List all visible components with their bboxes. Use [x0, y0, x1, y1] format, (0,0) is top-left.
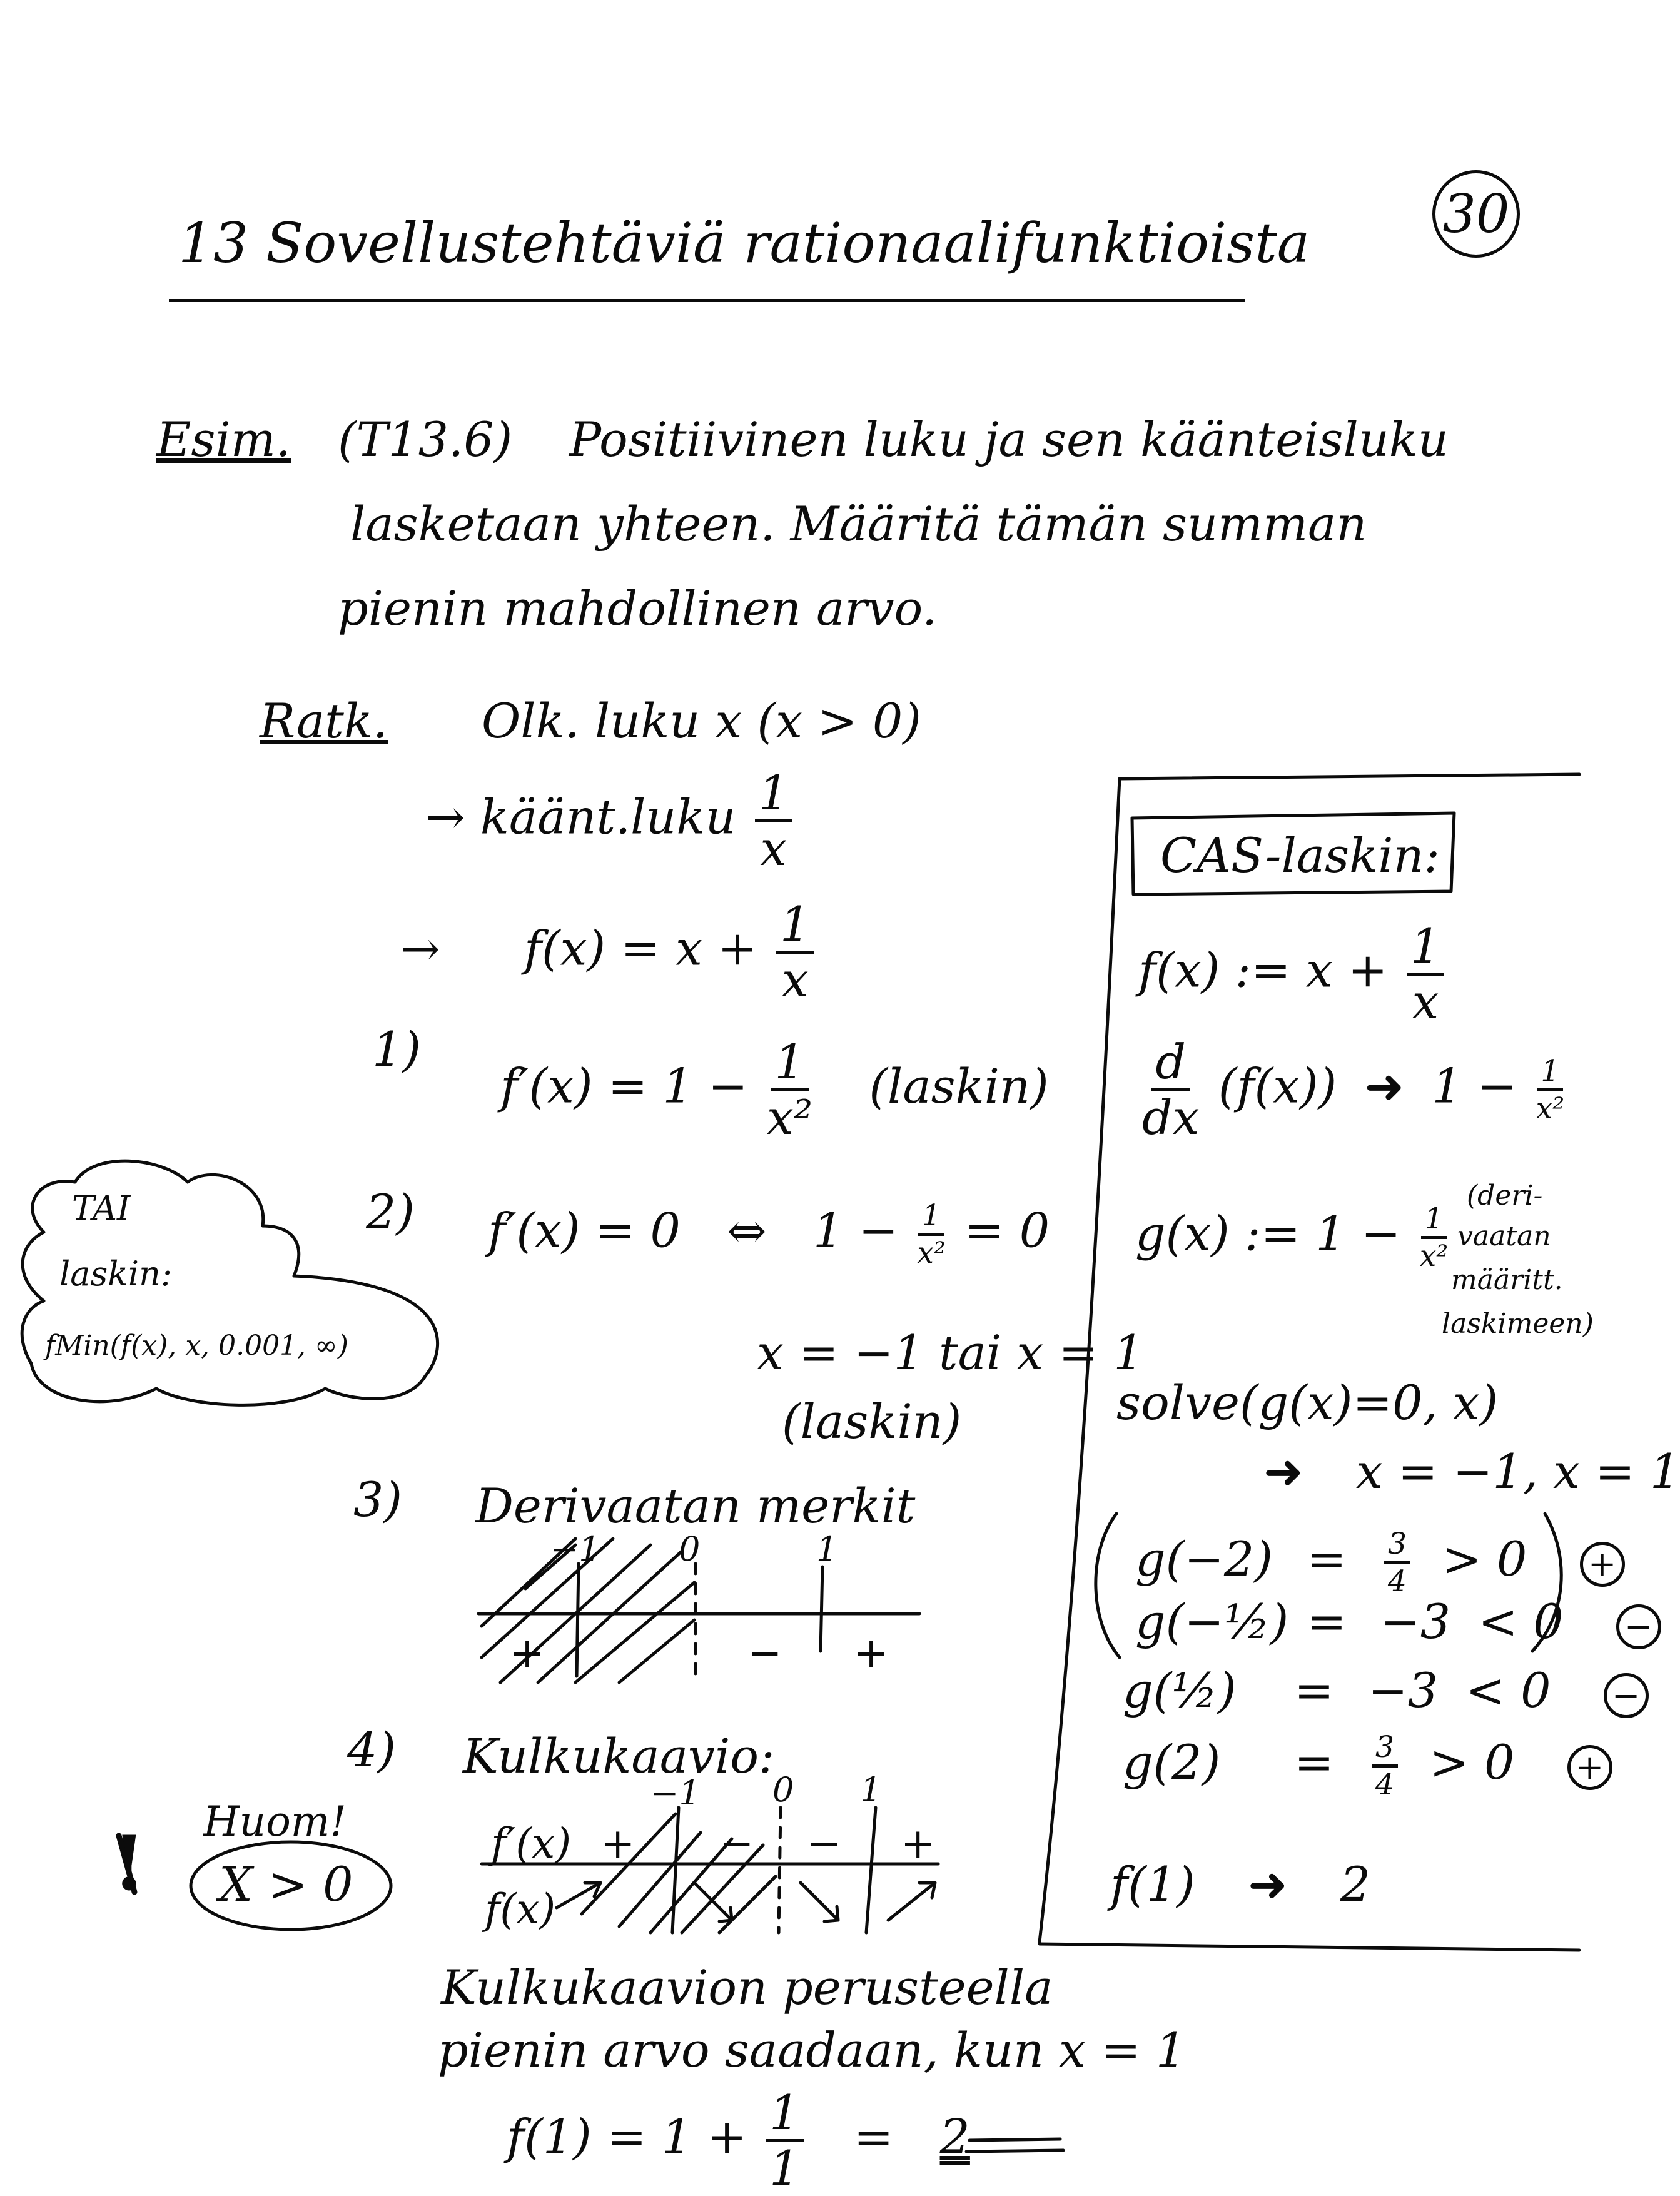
final-eq: = [853, 2108, 894, 2165]
step1-left: f′(x) = 1 − [500, 1058, 748, 1114]
step3-number: 3) [353, 1472, 403, 1527]
step4-title: Kulkukaavio: [463, 1728, 775, 1784]
step3-tick-neg1: −1 [550, 1529, 600, 1569]
step4-number: 4) [347, 1722, 397, 1778]
page-title: 13 Sovellustehtäviä rationaalifunktioista [178, 211, 1310, 275]
step3-title: Derivaatan merkit [475, 1478, 916, 1534]
example-line-1: Positiivinen luku ja sen käänteisluku [569, 412, 1449, 467]
step2-fraction: $\frac{1}{\text{x²}}$ [917, 1198, 946, 1271]
f-def-arrow: → [400, 920, 440, 976]
example-label: Esim. [156, 412, 291, 467]
conclusion-line-1: Kulkukaavion perusteella [441, 1960, 1053, 2015]
cas-test-value: $\frac{3}{4}$ [1384, 1529, 1410, 1596]
cas-test-sign: − [1604, 1673, 1649, 1718]
conclusion-line-2: pienin arvo saadaan, kun x = 1 [438, 2022, 1187, 2078]
step2-result: x = −1 tai x = 1 [757, 1325, 1144, 1380]
cas-def-g-fraction: $\frac{1}{\text{x²}}$ [1419, 1202, 1449, 1274]
final-answer-underline-2 [966, 2150, 1063, 2152]
solution-label: Ratk. [260, 693, 388, 749]
f-def-left: f(x) = x + [524, 920, 757, 976]
example-line-2: lasketaan yhteen. Määritä tämän summan [350, 496, 1367, 552]
step3-tick-0: 0 [679, 1529, 701, 1569]
cas-def-f-left: f(x) := x + [1138, 942, 1388, 998]
cas-test-bracket-left [1096, 1514, 1120, 1657]
step4-tick-0: 0 [772, 1770, 794, 1809]
step3-sign-plus-left: + [510, 1629, 545, 1677]
reciprocal-fraction: $\frac{1}{x}$ [755, 769, 792, 873]
example-line-3: pienin mahdollinen arvo. [338, 580, 938, 636]
exclamation-stroke [119, 1836, 134, 1892]
cas-title: CAS-laskin: [1160, 827, 1440, 883]
step4-tick-neg1: −1 [650, 1773, 701, 1813]
final-left: f(1) = 1 + [507, 2108, 747, 2165]
warning-circled: X > 0 [219, 1856, 353, 1912]
page-number: 30 [1442, 183, 1510, 245]
cas-deriv-expr: (f(x)) [1218, 1058, 1337, 1114]
step2-number: 2) [366, 1184, 415, 1240]
step4-flow-diagram [482, 1808, 938, 1933]
cas-final-call: f(1) [1110, 1856, 1195, 1912]
cas-deriv-arrow: ➜ [1364, 1058, 1405, 1114]
step4-arrow-up-2 [888, 1883, 935, 1920]
step1-note: (laskin) [869, 1058, 1049, 1114]
reciprocal-prefix: → käänt.luku [425, 789, 736, 845]
cas-final-arrow: ➜ [1247, 1856, 1288, 1912]
final-fraction: $\frac{1}{1}$ [766, 2089, 803, 2192]
cas-test-rel: > 0 [1429, 1734, 1515, 1790]
step3-sign-minus: − [747, 1629, 782, 1677]
step3-tick-1: 1 [816, 1529, 838, 1569]
cas-def-g-left: g(x) := 1 − [1135, 1205, 1401, 1262]
cas-test-eq: = [1307, 1531, 1347, 1587]
final-answer-underline-1 [969, 2139, 1060, 2140]
cas-deriv-res-a: 1 − [1432, 1058, 1517, 1114]
cas-box-bottom-border [1040, 1944, 1579, 1950]
step3-tick-line-neg1 [577, 1564, 579, 1676]
step4-row1-sign-4: + [901, 1819, 936, 1868]
step4-row1-label: f′(x) [491, 1819, 572, 1868]
cas-test-eq: = [1294, 1734, 1334, 1790]
cas-test-value: −3 [1380, 1594, 1451, 1649]
example-ref: (T13.6) [338, 412, 513, 467]
cas-def-g-note-4: laskimeen) [1442, 1308, 1594, 1340]
step3-sign-plus-right: + [854, 1629, 889, 1677]
cas-test-sign: + [1567, 1745, 1612, 1790]
exclamation-mark: ! [113, 1819, 146, 1908]
cas-solve-arrow: ➜ [1263, 1444, 1303, 1499]
step2-right-b: = 0 [964, 1202, 1050, 1258]
cloud-line-1: TAI [72, 1188, 131, 1228]
cloud-line-2: laskin: [59, 1254, 173, 1293]
step4-row1-sign-3: − [807, 1819, 842, 1868]
step4-tick-line-0 [779, 1808, 781, 1933]
cas-deriv-res-fraction: $\frac{1}{\text{x²}}$ [1536, 1053, 1565, 1126]
step2-right-a: 1 − [812, 1202, 899, 1258]
cas-def-g-note-2: vaatan [1457, 1220, 1551, 1252]
cas-def-g-note-3: määritt. [1451, 1264, 1563, 1296]
solution-olk: Olk. luku x (x > 0) [482, 693, 921, 749]
cas-test-bracket-right [1532, 1514, 1561, 1651]
warning-label: Huom! [203, 1798, 347, 1846]
step4-tick-1: 1 [860, 1770, 882, 1809]
cas-final-value: 2 [1340, 1856, 1371, 1912]
step2-arrow: ⇔ [727, 1202, 767, 1258]
cas-def-f-fraction: $\frac{1}{x}$ [1407, 923, 1444, 1026]
cas-test-value: $\frac{3}{4}$ [1372, 1733, 1398, 1799]
step4-arrow-down-1 [694, 1883, 732, 1921]
step4-row1-sign-2: − [719, 1819, 754, 1868]
step4-arrow-down-2 [801, 1883, 838, 1921]
cas-test-eq: = [1294, 1662, 1334, 1718]
cas-test-call: g(−½) [1135, 1594, 1289, 1649]
cas-deriv-operator: $\frac{d}{dx}$ [1142, 1034, 1200, 1145]
cas-def-g-note-1: (deri- [1467, 1180, 1543, 1212]
cas-solve-result: x = −1, x = 1 [1355, 1444, 1680, 1499]
cas-test-sign: + [1580, 1542, 1625, 1587]
cas-solve: solve(g(x)=0, x) [1116, 1375, 1499, 1430]
step4-row2-label: f(x) [485, 1885, 556, 1933]
cloud-line-3: fMin(f(x), x, 0.001, ∞) [45, 1330, 348, 1362]
cas-test-call: g(2) [1123, 1734, 1221, 1790]
step2-left: f′(x) = 0 [488, 1202, 681, 1258]
step1-number: 1) [372, 1021, 422, 1077]
cas-test-rel: > 0 [1442, 1531, 1527, 1587]
cas-box-top-border [1120, 774, 1579, 779]
step3-sign-diagram [478, 1539, 919, 1682]
f-def-fraction: $\frac{1}{x}$ [776, 901, 814, 1004]
cas-title-box [1132, 813, 1454, 894]
cloud-outline [22, 1161, 437, 1405]
warning-ellipse [191, 1842, 391, 1930]
step3-hatching [482, 1539, 694, 1682]
cas-test-call: g(½) [1123, 1662, 1237, 1718]
cas-test-value: −3 [1368, 1662, 1439, 1718]
step4-tick-line-neg1 [672, 1808, 679, 1933]
cas-box-left-border [1040, 779, 1120, 1942]
step4-tick-line-1 [866, 1808, 876, 1933]
cas-test-rel: < 0 [1478, 1594, 1564, 1649]
cas-test-call: g(−2) [1135, 1531, 1273, 1587]
cas-test-sign: − [1616, 1604, 1661, 1649]
step4-row1-sign-1: + [600, 1819, 635, 1868]
cas-test-rel: < 0 [1465, 1662, 1551, 1718]
final-answer: 2 [939, 2108, 970, 2165]
cas-test-eq: = [1307, 1594, 1347, 1649]
step1-fraction: $\frac{1}{\text{x²}}$ [766, 1034, 813, 1145]
step3-tick-line-1 [821, 1567, 822, 1651]
step2-note: (laskin) [782, 1394, 962, 1449]
step4-arrow-up-1 [557, 1883, 600, 1908]
